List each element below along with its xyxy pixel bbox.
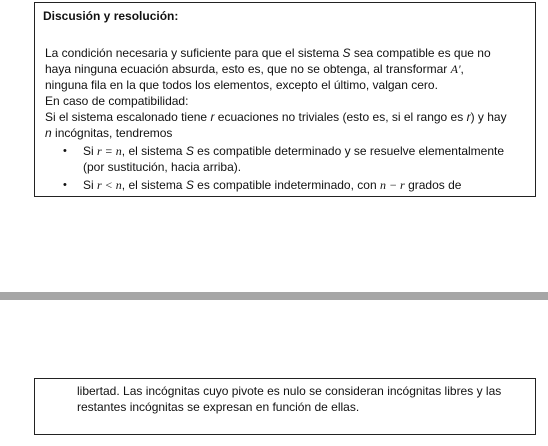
page-break-divider bbox=[0, 292, 548, 300]
math-r-equals-n: r = n bbox=[97, 144, 122, 158]
symbol-r: r bbox=[210, 110, 215, 124]
symbol-n: n bbox=[45, 126, 52, 140]
list-item-indeterminate bbox=[55, 177, 504, 193]
text-segment: La condición necesaria y suficiente para que el sistema bbox=[45, 46, 343, 60]
text-line: restantes incógnitas se expresan en función de ellas. bbox=[77, 400, 360, 414]
text-segment: (por sustitución, hacia arriba). bbox=[83, 160, 242, 174]
discussion-box-top bbox=[34, 2, 536, 197]
math-n-minus-r: n − r bbox=[379, 178, 405, 192]
bullet-icon: • bbox=[63, 179, 67, 191]
text-segment: , bbox=[460, 62, 464, 76]
paragraph-rank-condition bbox=[45, 109, 507, 141]
discussion-box-continuation bbox=[34, 378, 536, 435]
text-segment: ninguna fila en la que todos los elementos, excepto el último, valgan cero. bbox=[45, 78, 438, 92]
paragraph-compatibility-condition bbox=[45, 45, 491, 93]
symbol-S: S bbox=[185, 144, 194, 158]
text-segment: es compatible indeterminado, con bbox=[193, 178, 380, 192]
bullet-icon: • bbox=[63, 145, 67, 157]
paragraph-compatibility-case: En caso de compatibilidad: bbox=[45, 94, 189, 108]
text-segment: ) y hay bbox=[470, 110, 507, 124]
text-segment: sea compatible es que no bbox=[350, 46, 491, 60]
text-line: libertad. Las incógnitas cuyo pivote es nulo se consideran incógnitas libres y las bbox=[77, 384, 502, 398]
symbol-r: r bbox=[466, 110, 471, 124]
text-segment: Si bbox=[83, 178, 98, 192]
symbol-S: S bbox=[342, 46, 351, 60]
section-heading: Discusión y resolución: bbox=[43, 9, 179, 23]
paragraph-continuation bbox=[77, 383, 501, 415]
text-segment: , el sistema bbox=[121, 178, 186, 192]
math-r-less-than-n: r < n bbox=[97, 178, 122, 192]
text-segment: ecuaciones no triviales (esto es, si el rango es bbox=[214, 110, 467, 124]
text-segment: grados de bbox=[404, 178, 462, 192]
text-segment: , el sistema bbox=[121, 144, 186, 158]
text-segment: es compatible determinado y se resuelve elementalmente bbox=[193, 144, 505, 158]
symbol-S: S bbox=[185, 178, 194, 192]
text-segment: haya ninguna ecuación absurda, esto es, que no se obtenga, al transformar bbox=[45, 62, 451, 76]
list-item-determinate bbox=[55, 143, 504, 175]
text-segment: Si bbox=[83, 144, 98, 158]
cases-list bbox=[55, 143, 504, 193]
symbol-A-prime: A' bbox=[450, 62, 461, 76]
text-segment: Si el sistema escalonado tiene bbox=[45, 110, 211, 124]
text-segment: incógnitas, tendremos bbox=[51, 126, 173, 140]
